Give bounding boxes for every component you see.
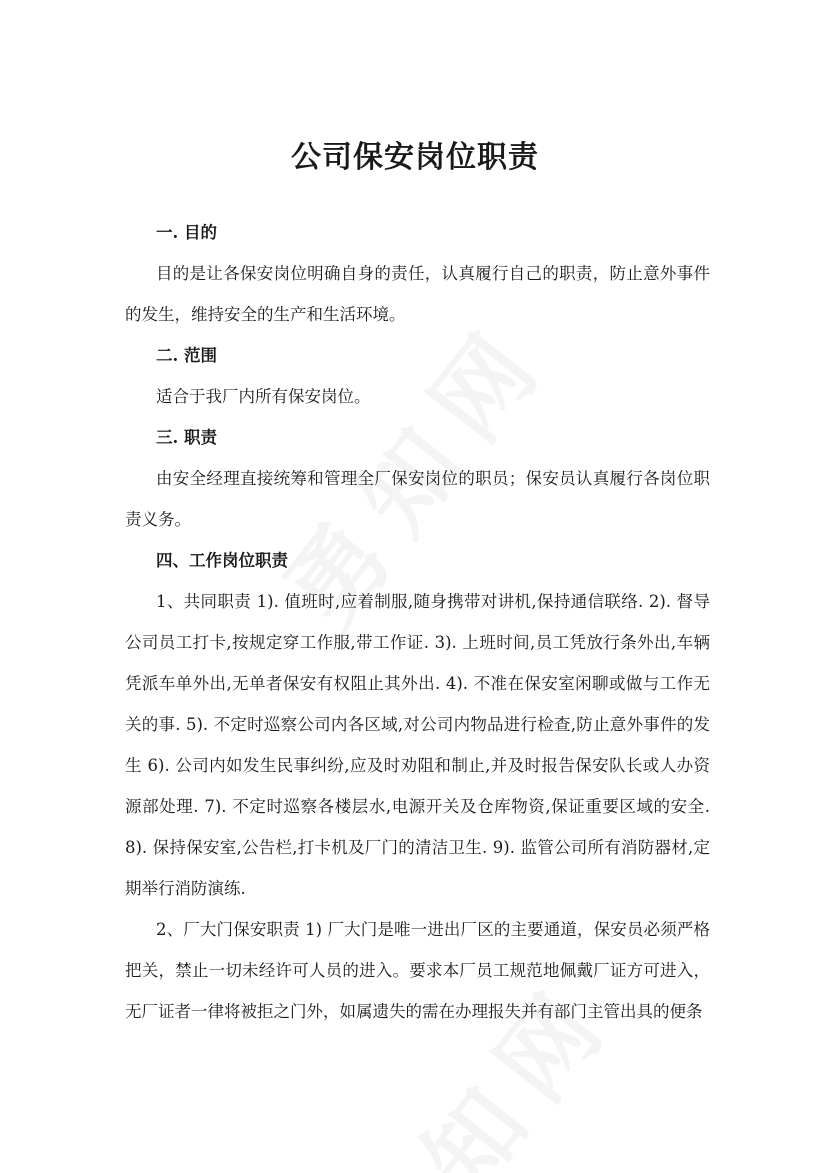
section-text-duties: 由安全经理直接统筹和管理全厂保安岗位的职员；保安员认真履行各岗位职责义务。 xyxy=(125,469,710,529)
section-heading-purpose: 一. 目的 xyxy=(156,223,217,242)
gate-duties-paragraph: 2、厂大门保安职责 1) 厂大门是唯一进出厂区的主要通道，保安员必须严格把关，禁止一切未经许可人员的进入。要求本厂员工规范地佩戴厂证方可进入，无厂证者一律将被拒之门外，如属遗失的需在办理报失并有部门主管出具的便条 xyxy=(125,920,710,1021)
section-heading-duties: 三. 职责 xyxy=(156,428,217,447)
section-heading-job-duties: 四、工作岗位职责 xyxy=(156,551,288,570)
document-body xyxy=(125,212,710,1032)
section-text-purpose: 目的是让各保安岗位明确自身的责任，认真履行自己的职责，防止意外事件的发生，维持安全的生产和生活环境。 xyxy=(125,264,710,324)
section-heading-scope: 二. 范围 xyxy=(156,346,217,365)
common-duties-paragraph: 1、共同职责 1). 值班时,应着制服,随身携带对讲机,保持通信联络. 2). 督导公司员工打卡,按规定穿工作服,带工作证. 3). 上班时间,员工凭放行条外出,车辆凭派车单外出,无单者保安有权阻止其外出. 4). 不准在保安室闲聊或做与工作无关的事. 5). 不定时巡察公司内各区域,对公司内物品进行检查,防止意外事件的发生 6). 公司内如发生民事纠纷,应及时劝阻和制止,并及时报告保安队长或人办资源部处理. 7). 不定时巡察各楼层水,电源开关及仓库物资,保证重要区域的安全. 8). 保持保安室,公告栏,打卡机及厂门的清洁卫生. 9). 监管公司所有消防器材,定期举行消防演练. xyxy=(125,592,710,898)
section-text-scope: 适合于我厂内所有保安岗位。 xyxy=(156,387,371,406)
document-title: 公司保安岗位职责 xyxy=(291,140,539,176)
